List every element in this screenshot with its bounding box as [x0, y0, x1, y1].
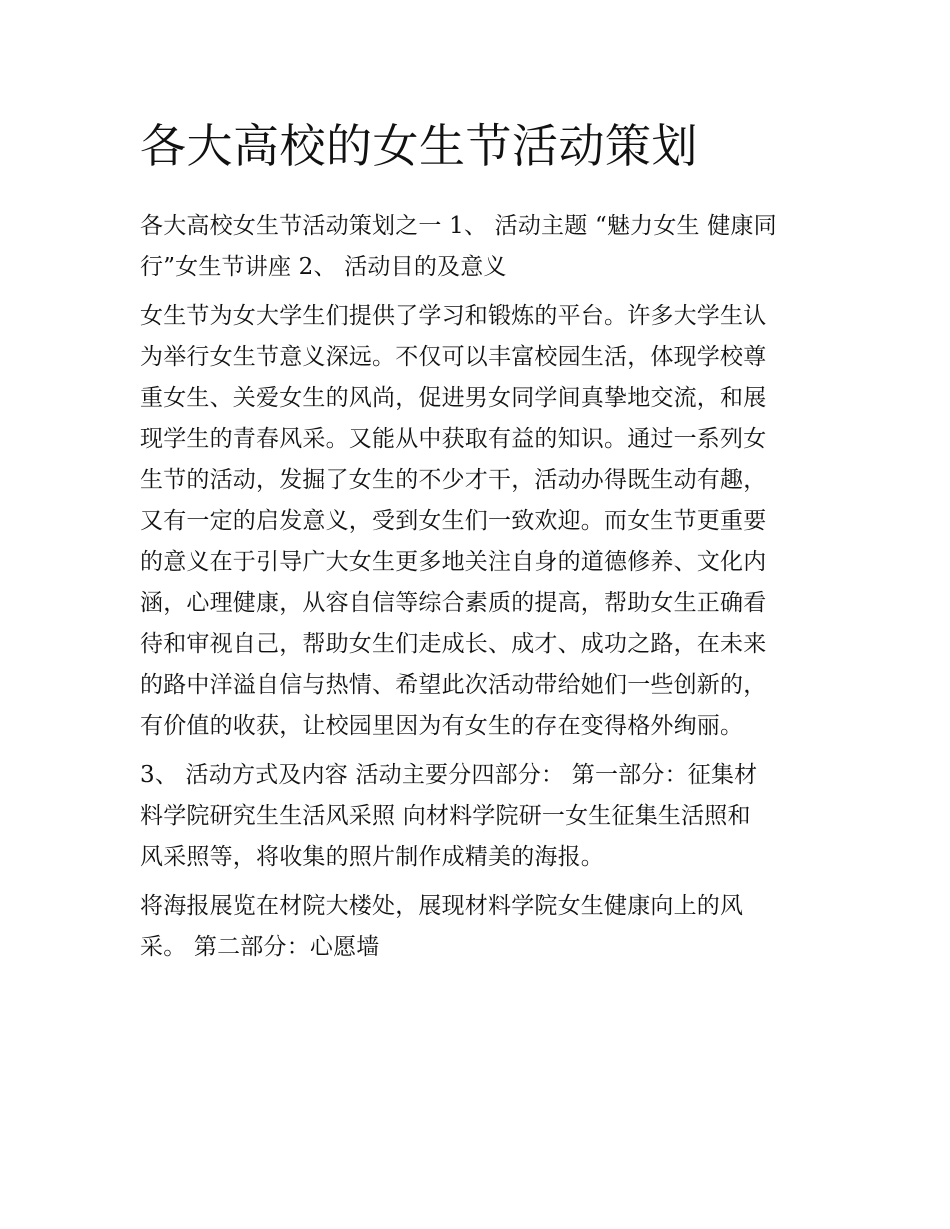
text-line: 又有一定的启发意义，受到女生们一致欢迎。而女生节更重要 [140, 508, 767, 534]
text-line: 将海报展览在材院大楼处，展现材料学院女生健康向上的风 [140, 893, 744, 919]
text-line: 的意义在于引导广大女生更多地关注自身的道德修养、文化内 [140, 549, 767, 575]
paragraph-intro [140, 206, 812, 288]
text-line: 行”女生节讲座 2、 活动目的及意义 [140, 254, 507, 280]
text-line: 涵，心理健康，从容自信等综合素质的提高，帮助女生正确看 [140, 590, 767, 616]
text-line: 有价值的收获，让校园里因为有女生的存在变得格外绚丽。 [140, 713, 744, 739]
text-line: 现学生的青春风采。又能从中获取有益的知识。通过一系列女 [140, 426, 767, 452]
text-line: 3、 活动方式及内容 活动主要分四部分： 第一部分：征集材 [140, 762, 758, 788]
text-line: 料学院研究生生活风采照 向材料学院研一女生征集生活照和 [140, 803, 751, 829]
text-line: 的路中洋溢自信与热情、希望此次活动带给她们一些创新的， [140, 672, 767, 698]
text-line: 生节的活动，发掘了女生的不少才干，活动办得既生动有趣， [140, 467, 767, 493]
text-line: 待和审视自己，帮助女生们走成长、成才、成功之路，在未来 [140, 631, 767, 657]
document-body [140, 112, 812, 976]
text-line: 为举行女生节意义深远。不仅可以丰富校园生活，体现学校尊 [140, 344, 767, 370]
text-line: 女生节为女大学生们提供了学习和锻炼的平台。许多大学生认 [140, 303, 767, 329]
paragraph-purpose [140, 296, 812, 747]
paragraph-exhibition [140, 886, 812, 968]
text-line: 风采照等，将收集的照片制作成精美的海报。 [140, 844, 604, 870]
document-title: 各大高校的女生节活动策划 [140, 119, 698, 173]
text-line: 重女生、关爱女生的风尚，促进男女同学间真挚地交流，和展 [140, 385, 767, 411]
text-line: 采。 第二部分：心愿墙 [140, 934, 380, 960]
text-line: 各大高校女生节活动策划之一 1、 活动主题 “魅力女生 健康同 [140, 213, 777, 239]
paragraph-activities [140, 755, 812, 878]
